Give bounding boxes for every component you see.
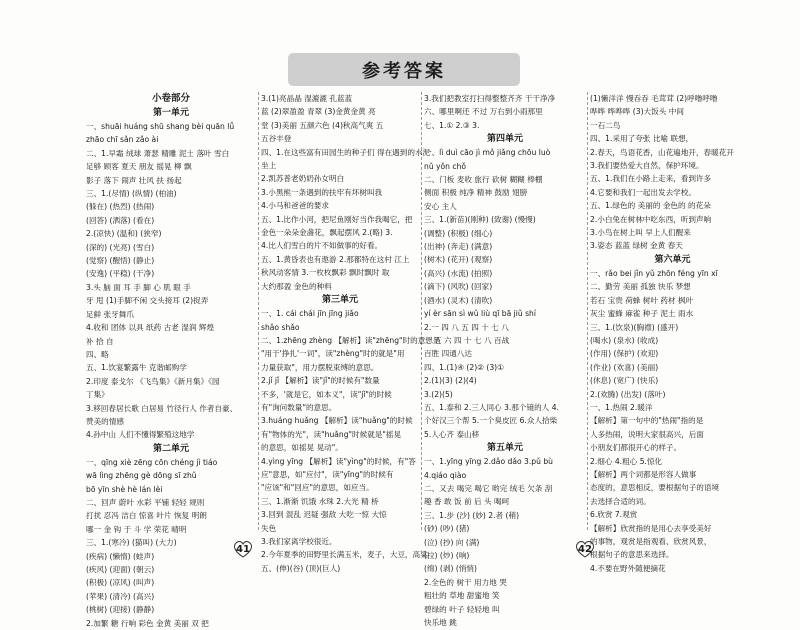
answer-line: (作业) (欢喜) (美丽) <box>590 362 659 372</box>
answer-line: 【解析】第一句中的"热闹"指的是 <box>590 416 704 426</box>
answer-line: (桃树) (迎接) (静静) <box>86 605 155 615</box>
answer-line: 2.(欢腾) (出发) (落叶) <box>590 389 666 399</box>
answer-line: (作用) (保护) (欢迎) <box>590 349 659 359</box>
answer-line: 6.欣赏 7.观赏 <box>590 510 638 520</box>
answer-line: 2.小白兔在树林中吃东西，听到声响 <box>590 214 712 224</box>
answer-line: 【解析】欣赏指的是用心去享受美好 <box>590 523 712 533</box>
answer-line: (泣) (抄) 向 (满) <box>424 537 480 547</box>
answer-line: 3.huáng huǎng 【解析】读"huǎng"的时候 <box>261 416 413 426</box>
answer-line: 力量获取"，用力摆脱束缚的意思。 <box>261 362 379 372</box>
unit-heading-1: 第一单元 <box>152 108 189 118</box>
answer-line: 态度的，意思相反，要根据句子的语境 <box>590 483 720 493</box>
answer-line: 3.我们把教室打扫得整整齐齐 干干净净 <box>424 94 556 103</box>
answer-line: shǎo shǎo <box>261 322 300 332</box>
unit-heading-5: 第五单元 <box>486 443 523 454</box>
answer-line: 足够 顾客 夏天 朋友 摇晃 柳 飘 <box>86 162 192 172</box>
answer-line: 4.小马和爸爸的要求 <box>261 201 329 211</box>
answer-line: (积极) (凉风) (叫声) <box>86 578 155 588</box>
answer-line: 4.不要在野外随便摘花 <box>590 563 666 573</box>
unit-heading-2: 第二单元 <box>152 443 189 454</box>
answer-line: 哗哗 哗哗哗 (3)大饭头 中间 <box>590 107 684 117</box>
answer-line: 赞美的情感 <box>86 416 124 426</box>
answer-line: 碧绿的 叶子 轻轻地 叫 <box>424 604 500 614</box>
answer-line: 3.小黑熊一条遇到的扶牢有坏树叫我 <box>261 187 383 197</box>
answer-line: (躲在) (热烈) (热闹) <box>86 202 155 212</box>
answer-line: bō yīn shè hè lán lèi <box>86 484 163 494</box>
answer-line: (深的) (光亮) (雪白) <box>86 242 155 252</box>
answer-line: 二、1.zhēng zhèng 【解析】读"zhēng"时的意思是 <box>261 335 441 345</box>
answer-line: (出神) (奔走) (满意) <box>424 242 493 252</box>
answer-line: 丁集》 <box>86 390 109 400</box>
answer-line: 去选择合适的词。 <box>590 496 651 506</box>
answer-line: 牙 甩 (1)手脚不闲 交头接耳 (2)捉弄 <box>86 296 209 306</box>
page-title-banner <box>288 53 520 86</box>
answer-line: (拉) (炒) (响) <box>424 551 470 560</box>
answer-line: 二、回声 蔚叶 水彩 平铺 轻轻 规则 <box>86 497 205 507</box>
answer-line: 三、1.(饮泉)(胸襟) (盛开) <box>590 322 679 332</box>
answer-line: 2.jǐ jǐ 【解析】读"jǐ"的时候有"数量 <box>261 376 380 386</box>
answer-line: (高兴) (水流) (拍照) <box>424 268 493 278</box>
page-number-left <box>232 539 254 559</box>
answer-line: 一、shuāi huáng shū shang bèi quān lǚ <box>86 122 235 131</box>
answer-line: 3.回到 混乱 迟疑 强敌 大吃一惊 大惊 <box>261 510 387 520</box>
answer-line: 的事物，观赏是指观看、欣赏风景， <box>590 537 712 546</box>
answer-line: 五、(伸)(谷) (顶)(巨人) <box>261 563 341 573</box>
answer-line: (觉察) (醒悟) (静止) <box>86 256 155 266</box>
answer-line: 哪一 金 钩 于 斗 学 荣花 晴明 <box>86 524 187 534</box>
answer-line: yí èr sān sì wǔ liù qī bā jiǔ shí <box>424 309 536 319</box>
answer-line: 安心 主人 <box>424 201 457 211</box>
answer-line: wā lìng zhēng gè dōng sī zhǔ <box>86 471 197 481</box>
answer-line: 秋风动客情 3.一枚枚飘彩 飘时飘时 取 <box>261 268 390 278</box>
answer-line: (酒水) (灵木) (清吹) <box>424 295 493 305</box>
answer-line: 一、rǎo bei jǐn yǔ zhōn féng yīn xī <box>590 268 718 278</box>
answer-line: 3.(1)亮晶晶 湿漉漉 孔蓝蓝 <box>261 94 353 103</box>
answer-line: 堂 (3)美丽 五颜六色 (4)秋高气爽 五 <box>261 120 384 130</box>
answer-line: (疾病) (懒惰) (蛙声) <box>86 551 155 561</box>
unit-heading-3: 第三单元 <box>321 295 358 306</box>
answer-line: (休息) (宽广) (快乐) <box>590 376 659 386</box>
answer-line: 四、略 <box>86 349 109 359</box>
answer-line: 二、1.早霜 绒球 萧瑟 精雕 泥土 落叶 雪白 <box>86 148 230 158</box>
page-title: 参考答案 <box>362 60 446 82</box>
answer-line: 二、勤劳 美丽 孤独 快乐 梦想 <box>590 282 691 292</box>
answer-line: 2.(1)(3) (2)(4) <box>424 376 477 386</box>
answer-line: (绵) (剥) (悄悄) <box>424 564 477 574</box>
answer-line: 蓝 (2)翠盈盈 青翠 (3)金黄金黄 亮 <box>261 107 376 117</box>
answer-line: 五、1.比作小河，把尼鱼刚好当作我喝它，把 <box>261 214 413 224</box>
answer-line: 若石 宝贵 荷蜂 树叶 药材 枫叶 <box>590 295 694 305</box>
answer-line: 2.印度 泰戈尔 《飞鸟集》《新月集》《园 <box>86 376 220 386</box>
answer-line: 一石二鸟 <box>590 120 621 130</box>
answer-line: 3.姿态 蓝蓝 绿树 金黄 春天 <box>590 241 683 251</box>
answer-line: 人多热闹，说明大家很高兴，后面 <box>590 429 704 439</box>
answer-line: 个好汉三个帮 5.一个臭皮匠 6.众人拾柴 <box>424 416 558 426</box>
answer-line: 四、1.采用了夸张 比喻 联想， <box>590 134 694 144</box>
answer-line: 有"询问数量"的意思。 <box>261 402 337 412</box>
answer-line: 坐上 <box>261 161 277 171</box>
answer-line: 【解析】两个词都是形容人做事 <box>590 469 697 479</box>
column-divider <box>587 92 588 530</box>
answer-line: 2.今年夏季的田野里长满玉米，麦子，大豆，高粱 <box>261 550 428 560</box>
section-heading: 小卷部分 <box>151 93 190 104</box>
answer-line: 2.细心 4.粗心 5.惊化 <box>590 456 663 466</box>
answer-line: 3.头 脑 面 耳 手 脚 心 肌 眼 手 <box>86 282 191 292</box>
answer-line: 4.yìng yīng 【解析】读"yìng"的时候，有"答 <box>261 456 416 466</box>
answer-line: (喝水) (泉水) (收成) <box>590 335 659 345</box>
answer-line: 失色 <box>261 523 277 533</box>
unit-heading-4: 第四单元 <box>486 134 523 145</box>
answer-line: 3.我们要热爱大自然，保护环境。 <box>590 161 704 171</box>
answer-line: 一、lì duì cāo jì mǒ jiǎng chōu luò <box>424 148 551 158</box>
answer-column-4 <box>590 92 755 573</box>
answer-line: 三、1.步 (沙) (妙) 2.者 (稍) <box>424 510 520 520</box>
answer-line: 五谷丰登 <box>261 134 292 144</box>
answer-line: 足鲜 张牙舞爪 <box>86 309 134 319</box>
answer-line: (1)懒洋洋 慢吞吞 毛茸茸 (2)呼噜呼噜 <box>590 94 718 103</box>
answer-column-3 <box>424 92 586 628</box>
answer-line: 小朋友们都很开心的样子。 <box>590 443 682 453</box>
answer-line: 金色一朵朵金盏花，飘起摆风 2.(略) 3. <box>261 228 393 238</box>
answer-line: 4.比人们雪白的片不如做事的好看。 <box>261 241 383 251</box>
answer-line: 三、1.(尽情) (纵情) (柏油) <box>86 189 177 199</box>
answer-line: 一、qīng xiè zēng cōn chéng jì tiáo <box>86 457 218 467</box>
answer-line: 4.qiáo qiào <box>424 470 467 480</box>
answer-line: (砂) (吵) (猪) <box>424 524 470 534</box>
answer-line: 一、1.yīng yīng 2.dǎo dǎo 3.pǔ bù <box>424 457 553 467</box>
answer-line: (安逸) (平稳) (干净) <box>86 269 155 279</box>
answer-line: 3.(2)(5) <box>424 389 453 399</box>
answer-line: 三、1.(寒冷) (猫叫) (大力) <box>86 538 177 548</box>
answer-line: 六、哪里啊还 不过 万右到小雨那里 <box>424 107 543 117</box>
answer-line: 一、1. cái chái jīn jīng jiǎo <box>261 309 359 319</box>
answer-line: 3.小鸟在树上叫 早上人们醒来 <box>590 228 691 238</box>
answer-line: 五、1.绿色的 美丽的 金色的 的花朵 <box>590 201 711 211</box>
answer-line: 补 拾 自 <box>86 336 114 346</box>
answer-line: 二、又去 喝完 喝它 哟完 绒毛 欠条 刮 <box>424 483 553 493</box>
answer-line: "用于'挣扎'一词"，读"zhèng"时的就是"用 <box>261 349 405 359</box>
answer-line: 根据句子的意思来选择。 <box>590 550 674 560</box>
answer-line: 四、1.(1)④ (2)② (3)① <box>424 362 504 372</box>
answer-line: (回答) (洒落) (看在) <box>86 215 155 225</box>
answer-line: 三、1.渐渐 饥饿 水珠 2.大光 精 桥 <box>261 496 379 506</box>
answer-line: 有"物体的光"，读"huǎng"时候就是"摇晃 <box>261 429 402 439</box>
answer-line: 七、1.① 2.③ 3. <box>424 120 480 130</box>
answer-line: 的意思，如摇晃 晃动"。 <box>261 443 343 453</box>
answer-line: 2.凯苏普老奶奶孙女明白 <box>261 174 345 184</box>
answer-line: 侧面 积极 纯净 精神 鼓励 翅膀 <box>424 188 528 198</box>
answer-line: 二、门板 麦收 旅行 砍树 糊糊 棒棚 <box>424 175 543 185</box>
answer-line: (苹果) (清冷) (高兴) <box>86 591 155 601</box>
answer-line: 4.收和 团体 以具 纸药 古老 湿润 辉煌 <box>86 323 215 333</box>
answer-line: 五、1.我们在小路上走来，看到许多 <box>590 174 712 184</box>
answer-line: 2.加繁 糖 行响 彩色 金黄 美丽 双 把 <box>86 618 209 628</box>
answer-line: (滴下) (风吹) (回家) <box>424 282 493 292</box>
answer-line: 4.它要和我们一起出发去学校。 <box>590 187 696 197</box>
answer-line: nǔ yǒn chǒ <box>424 161 467 171</box>
answer-line: 4.孙中山 人们不懂得繁殖这地学 <box>86 430 195 440</box>
answer-line: 五、1.饮宴繁露牛 克谐邮购学 <box>86 363 187 373</box>
unit-heading-6: 第六单元 <box>654 254 691 265</box>
answer-line: (树木) (花开) (观察) <box>424 255 493 265</box>
answer-line: 一 五 六 四 十 七 八 百战 <box>424 335 510 345</box>
answer-line: 粗壮的 草地 甜蜜地 笑 <box>424 591 500 601</box>
answer-line: 2.一 四 八 五 四 十 七 八 <box>424 322 509 332</box>
answer-line: 大约那盈 金色的种料 <box>261 281 332 291</box>
answer-line: 3.我们家离学校很近。 <box>261 537 337 546</box>
answer-line: 2.全色的 树干 用力地 哭 <box>424 577 507 587</box>
answer-line: 四、1.在这些富有田园生的种子们 得在遇到的水泥 <box>261 147 431 157</box>
answer-line: "应该"和"回应"的意思，如应当。 <box>261 483 374 493</box>
answer-line: 一、1.热闹 2.暖洋 <box>590 402 653 412</box>
answer-line: 五、1.黄昏表也有遨游 2.那都特在这村 江上 <box>261 254 410 264</box>
column-divider <box>421 92 422 530</box>
answer-line: 2.春天，鸟语花香，山花遍地开，春暖花开 <box>590 147 734 157</box>
page-number-text: 41 <box>236 543 250 555</box>
answer-line: 5.人心齐 泰山移 <box>424 429 480 439</box>
answer-line: 不多，'就是它，如本义"，读"jǐ"的时候 <box>261 389 392 399</box>
answer-line: 快乐地 跳 <box>424 618 457 628</box>
answer-line: 3.移回春居长歌 白居易 竹径行人 作者自豪、 <box>86 403 238 413</box>
answer-line: (疾风) (迎面) (朝云) <box>86 565 155 574</box>
answer-line: 应"意思，如"应付"，读"yīng"的时候有 <box>261 469 394 479</box>
answer-line: 趣 香 敢 饭 前 后 头 喝呵 <box>424 497 510 507</box>
answer-line: 打扰 忍冯 洁白 惊喜 叶片 恢复 明朗 <box>86 511 207 521</box>
answer-line: 灰尘 蜜蜂 麻雀 种子 泥土 雨水 <box>590 309 694 319</box>
answer-line: 三、1.(新苗)(刚种) (致谢) (慢慢) <box>424 215 536 225</box>
column-divider <box>258 92 259 530</box>
answer-line: 五、1.泰和 2.三人同心 3.那个镜的人 4. <box>424 402 559 412</box>
page-number-right <box>574 539 596 559</box>
answer-line: 百胜 四通八达 <box>424 349 472 359</box>
page-number-text: 42 <box>578 543 592 555</box>
answer-line: (调整) (积极) (细心) <box>424 228 493 238</box>
answer-line: zhāo chī sǎn zǎo ài <box>86 135 159 145</box>
answer-line: 2.(凉快) (温和) (狭窄) <box>86 229 162 239</box>
answer-line: 影子 落下 闹声 壮风 扶 扬起 <box>86 175 182 185</box>
